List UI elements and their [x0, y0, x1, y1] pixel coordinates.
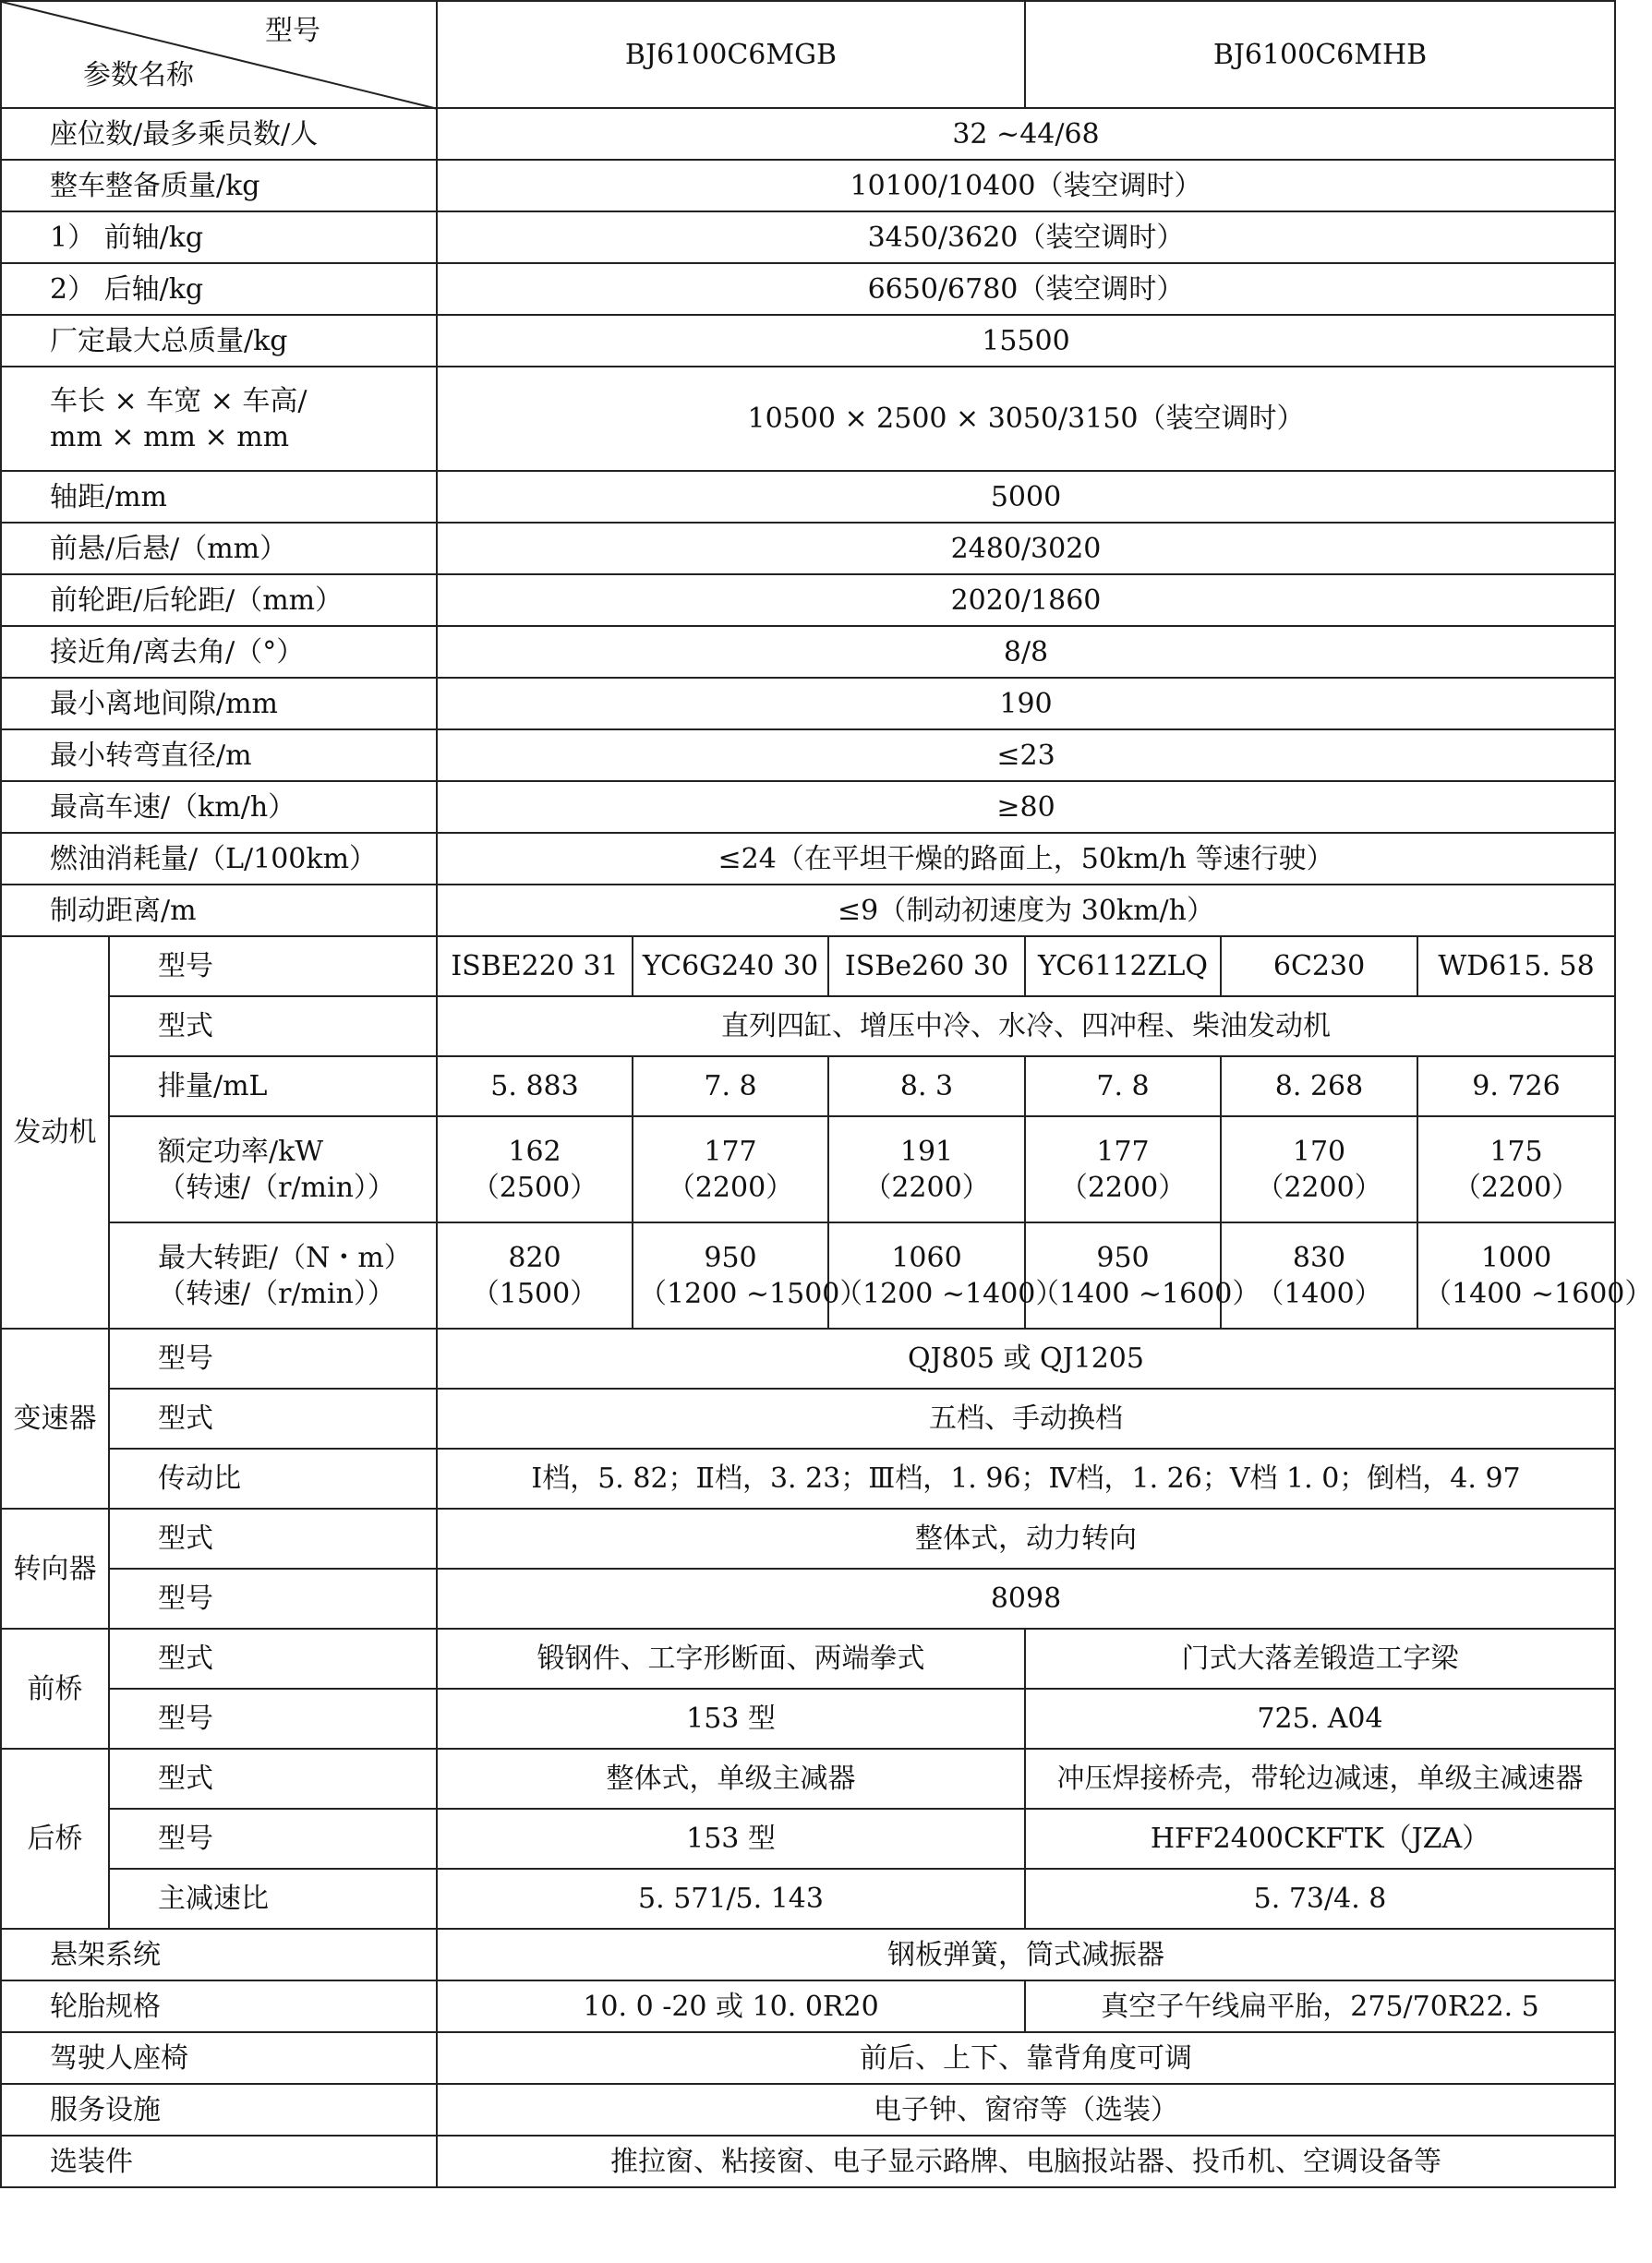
torque-value: 1000: [1480, 1241, 1552, 1274]
torque-value: 1060: [891, 1241, 962, 1274]
row-value: 3450/3620（装空调时）: [437, 211, 1615, 263]
row-value: 190: [437, 678, 1615, 729]
sub-label-line1: 最大转距/（N・m）: [158, 1241, 412, 1274]
engine-model-cell: ISBE220 31: [437, 936, 633, 996]
header-row: [1, 1, 1615, 108]
sub-label: 型式: [109, 1509, 437, 1569]
torque-speed: （1400 ~1600）: [1031, 1277, 1260, 1310]
torque-speed: （1200 ~1400）: [835, 1277, 1064, 1310]
row-max-speed: [1, 781, 1615, 833]
power-speed: （2200）: [1059, 1171, 1187, 1204]
power-cell: [437, 1116, 633, 1222]
row-tires: [1, 1980, 1615, 2032]
sub-label: 型号: [109, 1569, 437, 1629]
row-value: 6650/6780（装空调时）: [437, 263, 1615, 315]
value-left: 153 型: [437, 1689, 1025, 1749]
row-value: QJ805 或 QJ1205: [437, 1329, 1615, 1389]
row-overhang: [1, 523, 1615, 574]
value-right: HFF2400CKFTK（JZA）: [1025, 1809, 1615, 1869]
torque-cell: [1025, 1222, 1260, 1329]
group-label-rear-axle: 后桥: [1, 1749, 109, 1929]
power-value: 170: [1292, 1135, 1346, 1168]
sub-label: 型号: [109, 936, 437, 996]
row-label-line2: mm × mm × mm: [50, 420, 290, 453]
row-label: [1, 367, 437, 471]
row-suspension: [1, 1929, 1615, 1980]
value-left: 整体式，单级主减器: [437, 1749, 1025, 1809]
engine-torque-row: [1, 1222, 1615, 1329]
displacement-cell: 8. 3: [828, 1056, 1025, 1116]
row-label: 座位数/最多乘员数/人: [1, 108, 437, 160]
row-value: 推拉窗、粘接窗、电子显示路牌、电脑报站器、投币机、空调设备等: [437, 2136, 1615, 2187]
row-value: 五档、手动换档: [437, 1389, 1615, 1449]
row-service: [1, 2084, 1615, 2136]
engine-type-row: [1, 996, 1615, 1056]
sub-label: 主减速比: [109, 1869, 437, 1929]
torque-speed: （1400 ~1600）: [1424, 1277, 1652, 1310]
sub-label: [109, 1222, 437, 1329]
value-left: 153 型: [437, 1809, 1025, 1869]
value-right: 门式大落差锻造工字梁: [1025, 1629, 1615, 1689]
power-cell: [1025, 1116, 1221, 1222]
torque-speed: （1400）: [1256, 1277, 1382, 1310]
row-fuel: [1, 833, 1615, 885]
row-value: Ⅰ档，5. 82；Ⅱ档，3. 23；Ⅲ档，1. 96；Ⅳ档，1. 26；Ⅴ档 1. 0；倒档，4. 97: [437, 1449, 1615, 1509]
sub-label: 排量/mL: [109, 1056, 437, 1116]
row-label: 制动距离/m: [1, 885, 437, 936]
value-right: 冲压焊接桥壳，带轮边减速，单级主减速器: [1025, 1749, 1615, 1809]
group-label-engine: 发动机: [1, 936, 109, 1329]
steering-type-row: [1, 1509, 1615, 1569]
row-seats: [1, 108, 1615, 160]
row-clearance: [1, 678, 1615, 729]
power-value: 177: [704, 1135, 757, 1168]
row-turning: [1, 729, 1615, 781]
sub-label: 型式: [109, 1629, 437, 1689]
power-value: 162: [508, 1135, 561, 1168]
power-speed: （2500）: [471, 1171, 598, 1204]
torque-cell: [633, 1222, 868, 1329]
value-left: 10. 0 -20 或 10. 0R20: [437, 1980, 1025, 2032]
sub-label: 型号: [109, 1809, 437, 1869]
displacement-cell: 7. 8: [633, 1056, 828, 1116]
row-value: 钢板弹簧，筒式减振器: [437, 1929, 1615, 1980]
sub-label-line2: （转速/（r/min））: [158, 1277, 395, 1310]
row-options: [1, 2136, 1615, 2187]
power-cell: [1221, 1116, 1417, 1222]
power-value: 191: [899, 1135, 954, 1168]
row-value: 10500 × 2500 × 3050/3150（装空调时）: [437, 367, 1615, 471]
front-axle-model-row: [1, 1689, 1615, 1749]
row-label: 悬架系统: [1, 1929, 437, 1980]
value-right: 725. A04: [1025, 1689, 1615, 1749]
row-label: 前轮距/后轮距/（mm）: [1, 574, 437, 626]
row-label: 燃油消耗量/（L/100km）: [1, 833, 437, 885]
row-value: 15500: [437, 315, 1615, 367]
row-max-mass: [1, 315, 1615, 367]
sub-label-line2: （转速/（r/min））: [158, 1171, 395, 1204]
row-label: 最小转弯直径/m: [1, 729, 437, 781]
model-header-1: BJ6100C6MGB: [437, 1, 1025, 108]
rear-axle-ratio-row: [1, 1869, 1615, 1929]
engine-power-row: [1, 1116, 1615, 1222]
row-label: 服务设施: [1, 2084, 437, 2136]
engine-displacement-row: [1, 1056, 1615, 1116]
row-label: 轮胎规格: [1, 1980, 437, 2032]
row-label: 2） 后轴/kg: [1, 263, 437, 315]
gearbox-model-row: [1, 1329, 1615, 1389]
engine-model-row: [1, 936, 1615, 996]
corner-diagonal: [2, 2, 438, 109]
row-value: ≤24（在平坦干燥的路面上，50km/h 等速行驶）: [437, 833, 1615, 885]
sub-label: 型式: [109, 996, 437, 1056]
power-speed: （2200）: [667, 1171, 794, 1204]
row-driver-seat: [1, 2032, 1615, 2084]
row-label-line1: 车长 × 车宽 × 车高/: [50, 384, 307, 417]
row-track: [1, 574, 1615, 626]
power-speed: （2200）: [1256, 1171, 1382, 1204]
sub-label: 型号: [109, 1329, 437, 1389]
engine-model-cell: WD615. 58: [1417, 936, 1615, 996]
value-left: 锻钢件、工字形断面、两端拳式: [437, 1629, 1025, 1689]
row-value: ≤23: [437, 729, 1615, 781]
row-value: 32 ~44/68: [437, 108, 1615, 160]
sub-label: [109, 1116, 437, 1222]
value-left: 5. 571/5. 143: [437, 1869, 1025, 1929]
sub-label-line1: 额定功率/kW: [158, 1135, 324, 1168]
row-label: 接近角/离去角/（°）: [1, 626, 437, 678]
torque-cell: [828, 1222, 1064, 1329]
row-rear-axle-mass: [1, 263, 1615, 315]
gearbox-type-row: [1, 1389, 1615, 1449]
row-value: 8/8: [437, 626, 1615, 678]
row-value: 8098: [437, 1569, 1615, 1629]
row-label: 前悬/后悬/（mm）: [1, 523, 437, 574]
row-label: 整车整备质量/kg: [1, 160, 437, 211]
corner-cell: [1, 1, 437, 108]
displacement-cell: 5. 883: [437, 1056, 633, 1116]
row-angles: [1, 626, 1615, 678]
gearbox-ratio-row: [1, 1449, 1615, 1509]
group-label-gearbox: 变速器: [1, 1329, 109, 1509]
torque-cell: [1417, 1222, 1652, 1329]
engine-model-cell: ISBe260 30: [828, 936, 1025, 996]
row-label: 选装件: [1, 2136, 437, 2187]
row-value: 5000: [437, 471, 1615, 523]
power-cell: [828, 1116, 1025, 1222]
row-dimensions: [1, 367, 1615, 471]
row-curb-mass: [1, 160, 1615, 211]
row-label: 轴距/mm: [1, 471, 437, 523]
corner-label-model: 型号: [265, 15, 320, 47]
engine-model-cell: YC6112ZLQ: [1025, 936, 1221, 996]
row-label: 1） 前轴/kg: [1, 211, 437, 263]
row-label: 最小离地间隙/mm: [1, 678, 437, 729]
row-value: ≤9（制动初速度为 30km/h）: [437, 885, 1615, 936]
engine-model-cell: 6C230: [1221, 936, 1417, 996]
power-speed: （2200）: [1453, 1171, 1580, 1204]
row-label: 最高车速/（km/h）: [1, 781, 437, 833]
row-label: 厂定最大总质量/kg: [1, 315, 437, 367]
torque-speed: （1500）: [471, 1277, 598, 1310]
row-value: 整体式，动力转向: [437, 1509, 1615, 1569]
torque-cell: [437, 1222, 633, 1329]
row-value: 电子钟、窗帘等（选装）: [437, 2084, 1615, 2136]
sub-label: 传动比: [109, 1449, 437, 1509]
displacement-cell: 9. 726: [1417, 1056, 1615, 1116]
power-value: 175: [1489, 1135, 1543, 1168]
row-value: 2480/3020: [437, 523, 1615, 574]
rear-axle-model-row: [1, 1809, 1615, 1869]
displacement-cell: 8. 268: [1221, 1056, 1417, 1116]
torque-speed: （1200 ~1500）: [639, 1277, 868, 1310]
row-value: 前后、上下、靠背角度可调: [437, 2032, 1615, 2084]
sub-label: 型号: [109, 1689, 437, 1749]
torque-value: 820: [508, 1241, 561, 1274]
torque-cell: [1221, 1222, 1417, 1329]
engine-type-value: 直列四缸、增压中冷、水冷、四冲程、柴油发动机: [437, 996, 1615, 1056]
steering-model-row: [1, 1569, 1615, 1629]
power-cell: [1417, 1116, 1615, 1222]
group-label-steering: 转向器: [1, 1509, 109, 1629]
torque-value: 830: [1292, 1241, 1346, 1274]
power-value: 177: [1096, 1135, 1150, 1168]
row-value: 10100/10400（装空调时）: [437, 160, 1615, 211]
row-label: 驾驶人座椅: [1, 2032, 437, 2084]
row-braking: [1, 885, 1615, 936]
model-header-2: BJ6100C6MHB: [1025, 1, 1615, 108]
displacement-cell: 7. 8: [1025, 1056, 1221, 1116]
power-speed: （2200）: [863, 1171, 990, 1204]
torque-value: 950: [704, 1241, 757, 1274]
row-front-axle-mass: [1, 211, 1615, 263]
rear-axle-type-row: [1, 1749, 1615, 1809]
row-wheelbase: [1, 471, 1615, 523]
corner-label-param: 参数名称: [83, 59, 194, 91]
value-right: 真空子午线扁平胎，275/70R22. 5: [1025, 1980, 1615, 2032]
sub-label: 型式: [109, 1389, 437, 1449]
value-right: 5. 73/4. 8: [1025, 1869, 1615, 1929]
torque-value: 950: [1096, 1241, 1150, 1274]
row-value: ≥80: [437, 781, 1615, 833]
engine-model-cell: YC6G240 30: [633, 936, 828, 996]
row-value: 2020/1860: [437, 574, 1615, 626]
group-label-front-axle: 前桥: [1, 1629, 109, 1749]
power-cell: [633, 1116, 828, 1222]
sub-label: 型式: [109, 1749, 437, 1809]
front-axle-type-row: [1, 1629, 1615, 1689]
